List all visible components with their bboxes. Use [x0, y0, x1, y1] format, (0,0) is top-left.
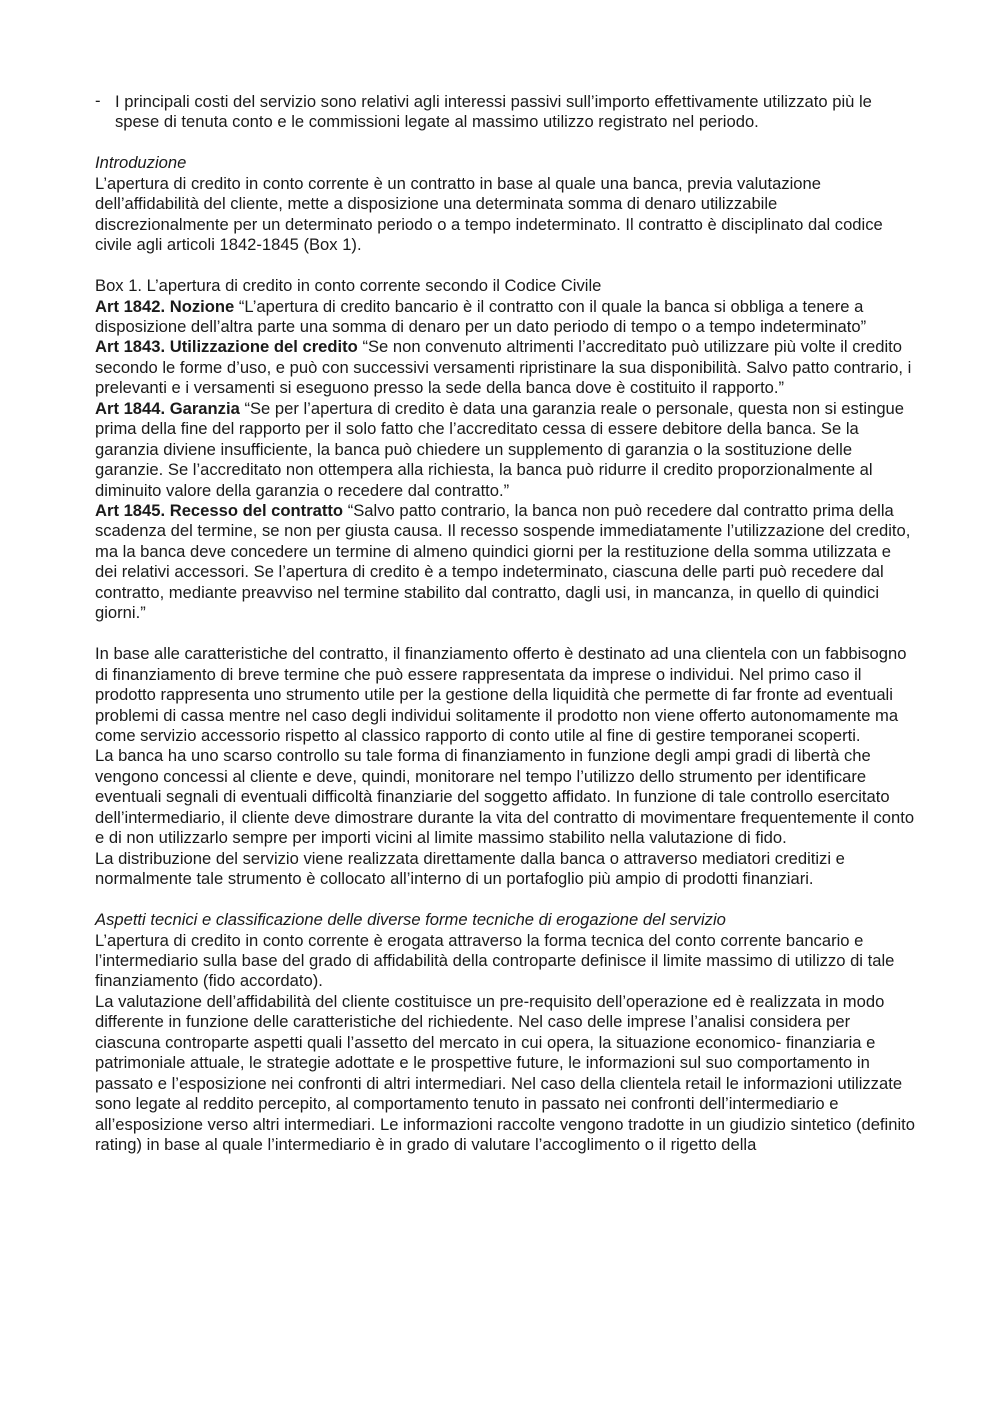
body-paragraph: In base alle caratteristiche del contratto, il finanziamento offerto è destinato ad una clientela con un fabbisogno di finanziamento di breve termine che può essere rappresentata da imprese o individui. Nel primo caso il prodotto rappresenta uno strumento utile per la gestione della liquidità che permette di far fronte ad eventuali problemi di cassa mentre nel caso degli individui solitamente il prodotto non viene offerto autonomamente ma come servizio accessorio rispetto al classico rapporto di conto utile al fine di gestire temporanei scoperti. — [95, 644, 907, 745]
article-heading: Art 1843. Utilizzazione del credito — [95, 337, 358, 357]
bullet-item — [95, 92, 915, 133]
section-heading-aspetti-tecnici: Aspetti tecnici e classificazione delle diverse forme tecniche di erogazione del servizio — [95, 910, 726, 930]
article-text: “Se non convenuto altrimenti l’accreditato può utilizzare più volte il credito secondo le forme d’uso, e può con successivi versamenti ripristinare la sua disponibilità. Salvo patto contrario, i prelevanti e i versamenti si eseguono presso la sede della banca dove è costituito il rapporto.” — [95, 337, 912, 398]
article-text: “Salvo patto contrario, la banca non può recedere dal contratto prima della scadenza del termine, se non per giusta causa. Il recesso sospende immediatamente l’utilizzazione del credito, ma la banca deve concedere un termine di almeno quindici giorni per la restituzione della somma utilizzata e dei relativi accessori. Se l’apertura di credito è a tempo indeterminato, ciascuna delle parti può recedere dal contratto, mediante preavviso nel termine stabilito dal contratto, dagli usi, in mancanza, in quello di quindici giorni.” — [95, 501, 911, 623]
article-1844 — [95, 399, 915, 501]
article-1843 — [95, 337, 915, 398]
spacer — [95, 890, 915, 910]
body-paragraph: L’apertura di credito in conto corrente è erogata attraverso la forma tecnica del conto corrente bancario e l’intermediario sulla base del grado di affidabilità della controparte definisce il limite massimo di utilizzo di tale finanziamento (fido accordato). — [95, 930, 895, 991]
spacer — [95, 256, 915, 276]
document-page — [95, 92, 915, 1156]
spacer — [95, 133, 915, 153]
bullet-text: I principali costi del servizio sono relativi agli interessi passivi sull’importo effettivamente utilizzato più le spese di tenuta conto e le commissioni legate al massimo utilizzo registrato nel periodo. — [115, 92, 872, 132]
body-paragraph: La valutazione dell’affidabilità del cliente costituisce un pre-requisito dell’operazione ed è realizzata in modo differente in funzione delle caratteristiche del richiedente. Nel caso delle imprese l’analisi considera per ciascuna controparte aspetti quali l’assetto del mercato in cui opera, la situazione economico- finanziaria e patrimoniale attuale, le strategie adottate e le prospettive future, le informazioni sul suo comportamento in passato e l’esposizione nei confronti di altri intermediari. Nel caso della clientela retail le informazioni utilizzate sono legate al reddito percepito, al comportamento tenuto in passato nei confronti dell’intermediario e all’esposizione verso altri intermediari. Le informazioni raccolte vengono tradotte in un giudizio sintetico (definito rating) in base al quale l’intermediario è in grado di valutare l’accoglimento o il rigetto della — [95, 991, 915, 1155]
spacer — [95, 624, 915, 644]
body-paragraph: La distribuzione del servizio viene realizzata direttamente dalla banca o attraverso mediatori creditizi e normalmente tale strumento è collocato all’interno di un portafoglio più ampio di prodotti finanziari. — [95, 848, 845, 889]
intro-paragraph: L’apertura di credito in conto corrente è un contratto in base al quale una banca, previa valutazione dell’affidabilità del cliente, mette a disposizione una determinata somma di denaro utilizzabile discrezionalmente per un determinato periodo o a tempo indeterminato. Il contratto è disciplinato dal codice civile agli articoli 1842-1845 (Box 1). — [95, 173, 883, 255]
article-1845 — [95, 501, 915, 624]
bullet-dash: - — [95, 91, 101, 110]
box-title: Box 1. L’apertura di credito in conto corrente secondo il Codice Civile — [95, 276, 602, 296]
body-paragraph: La banca ha uno scarso controllo su tale forma di finanziamento in funzione degli ampi gradi di libertà che vengono concessi al cliente e deve, quindi, monitorare nel tempo l’utilizzo dello strumento per identificare eventuali segnali di eventuali difficoltà finanziarie del soggetto affidato. In funzione di tale controllo esercitato dell’intermediario, il cliente deve dimostrare durante la vita del contratto di movimentare frequentemente il conto e di non utilizzarlo sempre per importi vicini al limite massimo stabilito nella valutazione di fido. — [95, 746, 915, 848]
article-1842 — [95, 297, 915, 338]
article-text: “L’apertura di credito bancario è il contratto con il quale la banca si obbliga a tenere a disposizione dell’altra parte una somma di denaro per un dato periodo di tempo o a tempo indeterminato” — [95, 296, 867, 336]
section-heading-introduzione: Introduzione — [95, 153, 187, 173]
article-heading: Art 1844. Garanzia — [95, 398, 240, 418]
article-text: “Se per l’apertura di credito è data una garanzia reale o personale, questa non si estingue prima della fine del rapporto per il solo fatto che l’accreditato cessa di essere debitore della banca. Se la garanzia diviene insufficiente, la banca può chiedere un supplemento di garanzia o la sostituzione delle garanzie. Se l’accreditato non ottempera alla richiesta, la banca può ridurre il credito proporzionalmente al diminuito valore della garanzia o recedere dal contratto.” — [95, 398, 905, 500]
article-heading: Art 1845. Recesso del contratto — [95, 501, 344, 521]
article-heading: Art 1842. Nozione — [95, 296, 235, 316]
